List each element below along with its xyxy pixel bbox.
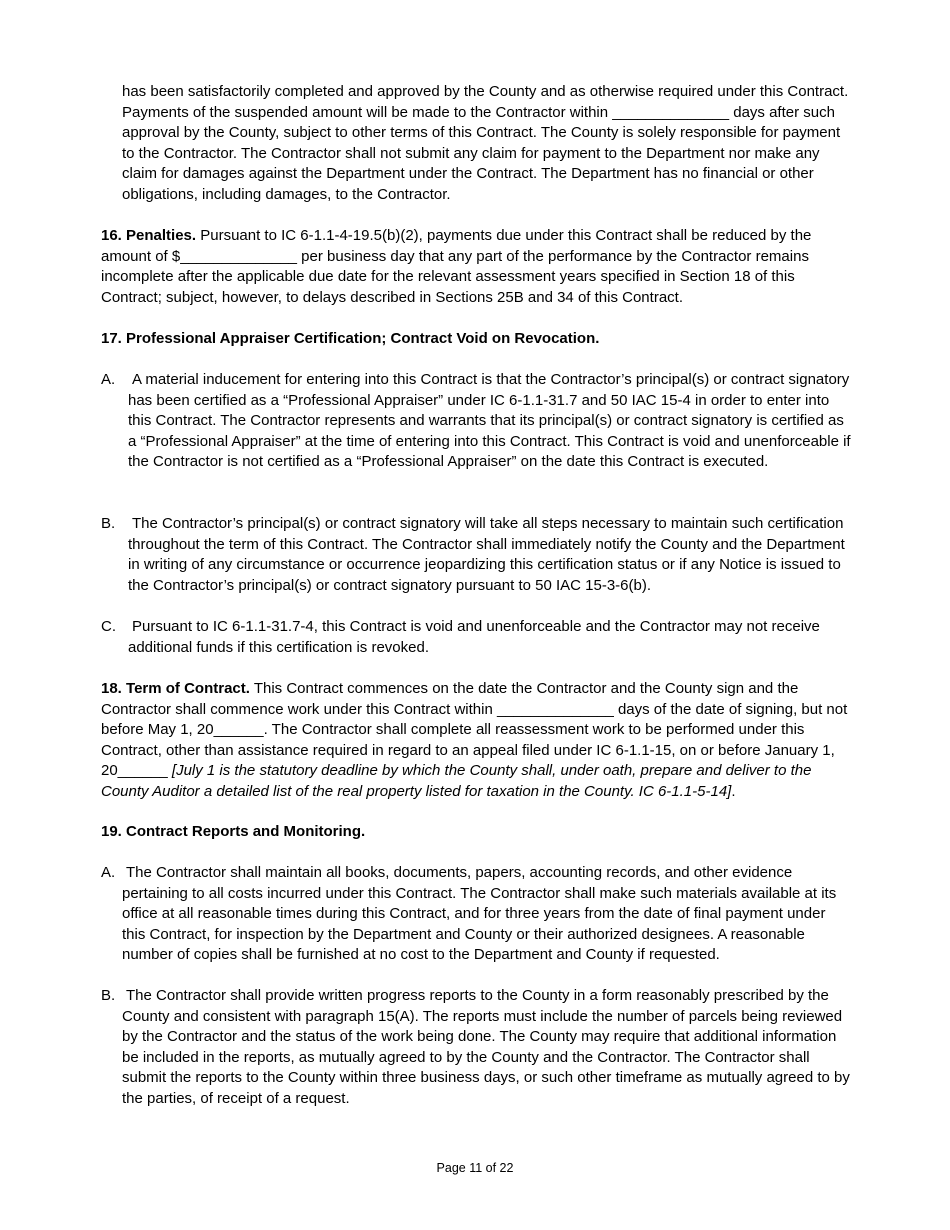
section-18-heading: 18. Term of Contract. — [101, 680, 250, 697]
section-18-paragraph — [101, 679, 851, 803]
item-letter: A. — [101, 864, 116, 881]
section-17-item-b — [101, 514, 851, 596]
section-17-heading: 17. Professional Appraiser Certification; Contract Void on Revocation. — [101, 330, 600, 347]
section-18-text: This Contract commences on the date the Contractor and the County sign and the Contractor shall commence work under this Contract within ______________ days of the date of signing, but not before May 1, 20______. The Contractor shall complete all reassessment work to be performed under this Contract, other than assistance required in regard to an appeal filed under IC 6-1.1-15, on or before January 1, 20______ — [101, 680, 848, 780]
section-16-paragraph — [101, 226, 851, 308]
page-number-footer: Page 11 of 22 — [436, 1161, 514, 1175]
section-19-heading: 19. Contract Reports and Monitoring. — [101, 823, 366, 840]
section-18-note: [July 1 is the statutory deadline by which the County shall, under oath, prepare and deliver to the County Auditor a detailed list of the real property listed for taxation in the County. IC 6-1.1-5-14] — [101, 762, 812, 800]
item-text: The Contractor’s principal(s) or contract signatory will take all steps necessary to maintain such certification throughout the term of this Contract. The Contractor shall immediately notify the County and the Department in writing of any circumstance or occurrence jeopardizing this certification status or if any Notice is issued to the Contractor’s principal(s) or contract signatory pursuant to 50 IAC 15-3-6(b). — [128, 515, 845, 594]
item-text: The Contractor shall provide written progress reports to the County in a form reasonably prescribed by the County and consistent with paragraph 15(A). The reports must include the number of parcels being reviewed by the Contractor and the status of the work being done. The County may require that additional information be included in the reports, as mutually agreed to by the County and the Contractor. The Contractor shall submit the reports to the County within three business days, or such other timeframe as mutually agreed to by the parties, of receipt of a request. — [122, 987, 850, 1107]
section-17-item-a — [101, 370, 851, 473]
section-19-item-b — [101, 986, 851, 1110]
section-16-heading: 16. Penalties. — [101, 227, 197, 244]
item-letter: B. — [101, 515, 116, 532]
carryover-paragraph: has been satisfactorily completed and approved by the County and as otherwise required under this Contract. Payments of the suspended amount will be made to the Contractor within ______________ days after such approval by the County, subject to other terms of this Contract. The County is solely responsible for payment to the Contractor. The Contractor shall not submit any claim for payment to the Department nor make any claim for damages against the Department under the Contract. The Department has no financial or other obligations, including damages, to the Contractor. — [122, 83, 849, 203]
item-letter: A. — [101, 371, 116, 388]
section-16-text: Pursuant to IC 6-1.1-4-19.5(b)(2), payments due under this Contract shall be reduced by the amount of $______________ per business day that any part of the performance by the Contractor remains incomplete after the applicable due date for the relevant assessment years specified in Section 18 of this Contract; subject, however, to delays described in Sections 25B and 34 of this Contract. — [101, 227, 812, 306]
item-letter: B. — [101, 987, 116, 1004]
section-17-item-c — [101, 617, 851, 658]
section-19-item-a — [101, 863, 851, 966]
item-text: Pursuant to IC 6-1.1-31.7-4, this Contract is void and unenforceable and the Contractor may not receive additional funds if this certification is revoked. — [128, 618, 820, 656]
item-letter: C. — [101, 618, 116, 635]
item-text: A material inducement for entering into this Contract is that the Contractor’s principal(s) or contract signatory has been certified as a “Professional Appraiser” under IC 6-1.1-31.7 and 50 IAC 15-4 in order to enter into this Contract. The Contractor represents and warrants that its principal(s) or contract signatory is certified as a “Professional Appraiser” at the time of entering into this Contract. This Contract is void and unenforceable if the Contractor is not certified as a “Professional Appraiser” on the date this Contract is executed. — [128, 371, 851, 471]
section-18-end: . — [731, 782, 736, 800]
item-text: The Contractor shall maintain all books, documents, papers, accounting records, and other evidence pertaining to all costs incurred under this Contract. The Contractor shall make such materials available at its office at all reasonable times during this Contract, and for three years from the date of final payment under this Contract, for inspection by the Department and County or their authorized designees. A reasonable number of copies shall be furnished at no cost to the Department and County if requested. — [122, 864, 837, 964]
